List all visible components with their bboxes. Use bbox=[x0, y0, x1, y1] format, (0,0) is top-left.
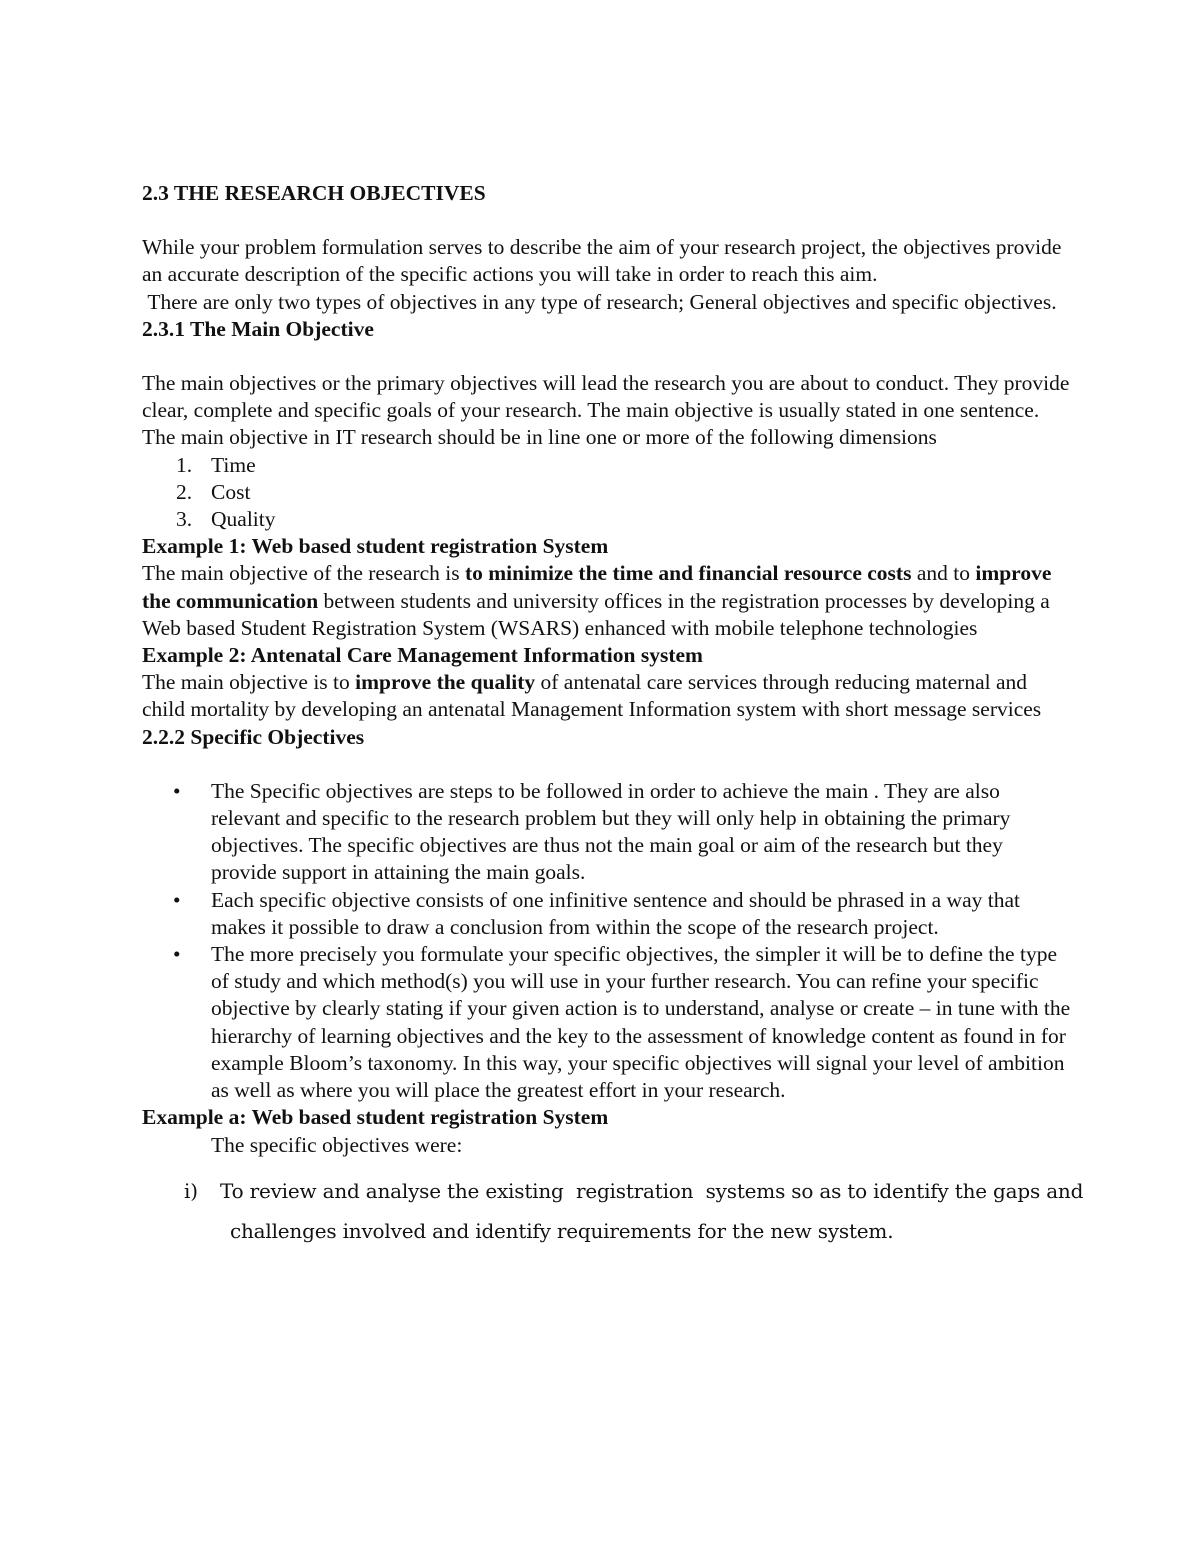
list-item bbox=[142, 452, 1072, 479]
text-run: between students and university offices in the registration processes by developing a Web based Student Registration System (WSARS) enhanced with mobile telephone technologies bbox=[142, 588, 1050, 640]
bullet-item bbox=[142, 941, 1072, 1104]
bold-run: improve the communication bbox=[142, 561, 1052, 613]
example1-heading: Example 1: Web based student registration System bbox=[142, 534, 609, 559]
example2-paragraph bbox=[142, 669, 1072, 723]
spacer bbox=[142, 751, 1072, 778]
example2-heading: Example 2: Antenatal Care Management Information system bbox=[142, 643, 703, 668]
roman-item-line: To review and analyse the existing registration systems so as to identify the gaps and bbox=[220, 1178, 1084, 1203]
list-item bbox=[142, 479, 1072, 506]
text-run: The main objective of the research is bbox=[142, 561, 465, 586]
specific-objectives-list bbox=[142, 778, 1072, 1104]
text-run: and to bbox=[911, 561, 976, 586]
bullet-icon: • bbox=[173, 942, 181, 967]
intro-paragraph-types: There are only two types of objectives in any type of research; General objectives and specific objectives. bbox=[142, 289, 1057, 314]
bullet-item bbox=[142, 887, 1072, 941]
list-number: 3. bbox=[176, 507, 193, 532]
text-run: The main objective is to bbox=[142, 670, 356, 695]
text-run: of antenatal care services through reducing maternal and child mortality by developing an antenatal Management Information system with short message services bbox=[142, 670, 1042, 722]
roman-item-line: challenges involved and identify requirements for the new system. bbox=[230, 1218, 894, 1243]
list-item-label: Time bbox=[211, 452, 256, 477]
list-item bbox=[142, 506, 1072, 533]
main-objective-heading: 2.3.1 The Main Objective bbox=[142, 316, 374, 341]
bullet-text: The Specific objectives are steps to be followed in order to achieve the main . They are also relevant and specific to the research problem but they will only help in obtaining the primary objectives. The specific objectives are thus not the main goal or aim of the research but they provide support in attaining the main goals. bbox=[211, 778, 1011, 885]
example-a-intro: The specific objectives were: bbox=[211, 1132, 463, 1157]
dimensions-list bbox=[142, 452, 1072, 534]
bold-run: to minimize the time and financial resource costs bbox=[464, 561, 912, 586]
bullet-item bbox=[142, 778, 1072, 887]
roman-list-item bbox=[142, 1171, 1084, 1251]
document-page bbox=[142, 180, 1084, 1251]
spacer bbox=[142, 343, 1072, 370]
list-number: 1. bbox=[176, 452, 193, 477]
bullet-icon: • bbox=[173, 887, 181, 912]
bold-run: improve the quality bbox=[355, 670, 536, 695]
example-a-heading: Example a: Web based student registration System bbox=[142, 1105, 609, 1130]
specific-objectives-heading: 2.2.2 Specific Objectives bbox=[142, 724, 365, 749]
example1-paragraph bbox=[142, 560, 1072, 642]
roman-number: i) bbox=[184, 1178, 198, 1203]
bullet-icon: • bbox=[173, 778, 181, 803]
spacer bbox=[142, 207, 1072, 234]
main-objective-paragraph: The main objectives or the primary objectives will lead the research you are about to conduct. They provide clear, complete and specific goals of your research. The main objective is usually stated in one sentence. bbox=[142, 371, 1070, 423]
list-item-label: Cost bbox=[211, 479, 251, 504]
bullet-text: The more precisely you formulate your specific objectives, the simpler it will be to define the type of study and which method(s) you will use in your further research. You can refine your specific objective by clearly stating if your given action is to understand, analyse or create – in tune with the hierarchy of learning objectives and the key to the assessment of knowledge content as found in for example Bloom’s taxonomy. In this way, your specific objectives will signal your level of ambition as well as where you will place the greatest effort in your research. bbox=[211, 942, 1071, 1103]
dimensions-intro: The main objective in IT research should be in line one or more of the following dimensions bbox=[142, 425, 937, 450]
section-title: 2.3 THE RESEARCH OBJECTIVES bbox=[142, 181, 486, 205]
list-number: 2. bbox=[176, 479, 193, 504]
intro-paragraph: While your problem formulation serves to describe the aim of your research project, the objectives provide an accurate description of the specific actions you will take in order to reach this aim. bbox=[142, 235, 1062, 287]
list-item-label: Quality bbox=[211, 507, 276, 532]
bullet-text: Each specific objective consists of one infinitive sentence and should be phrased in a way that makes it possible to draw a conclusion from within the scope of the research project. bbox=[211, 887, 1020, 939]
